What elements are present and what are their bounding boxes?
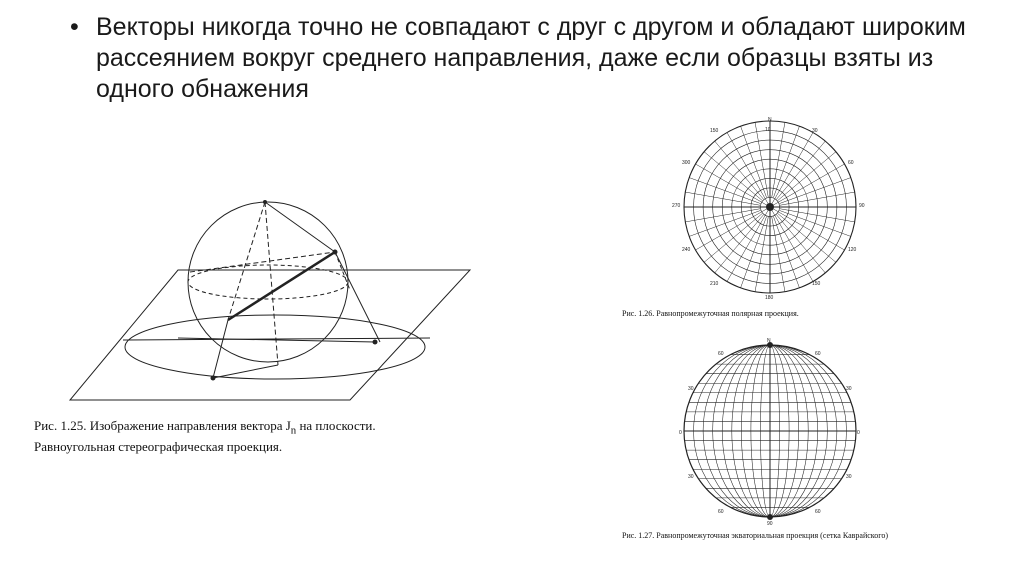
stereographic-sphere-diagram (50, 190, 490, 415)
polar-label: 270 (672, 203, 681, 209)
equatorial-label: 60 (815, 351, 821, 357)
equatorial-label: 90 (767, 521, 773, 527)
equatorial-label: 30 (846, 474, 852, 480)
polar-label: 150 (710, 128, 719, 134)
polar-label: 180 (765, 295, 774, 301)
sphere (188, 202, 348, 362)
caption-line-1-end: на плоскости. (296, 418, 376, 433)
equatorial-label: 30 (688, 474, 694, 480)
figure-1-25-caption (34, 418, 484, 454)
equatorial-label: 30 (846, 386, 852, 392)
equatorial-label: 30 (688, 386, 694, 392)
polar-label: 10 (765, 127, 771, 133)
projection-plane (70, 270, 470, 400)
polar-projection-net (670, 115, 870, 307)
polar-north-label: N (768, 117, 772, 123)
polar-label: 240 (682, 247, 691, 253)
caption-line-2: Равноугольная стереографическая проекция. (34, 438, 283, 454)
polar-label: 300 (682, 160, 691, 166)
caption-line-1: Рис. 1.25. Изображение направления вектора J (34, 418, 291, 433)
figure-1-26-caption: Рис. 1.26. Равнопромежуточная полярная проекция. (622, 309, 799, 318)
bullet-symbol: • (70, 13, 79, 41)
polar-label: 150 (812, 281, 821, 287)
polar-label: 210 (710, 281, 719, 287)
bullet-item (70, 12, 970, 105)
vector-subscript: n (290, 424, 297, 437)
equatorial-label: 60 (718, 351, 724, 357)
equatorial-label: 60 (718, 509, 724, 515)
equatorial-projection-net (670, 335, 870, 529)
equatorial-label: 60 (815, 509, 821, 515)
polar-label: 120 (848, 247, 857, 253)
equatorial-label: 0 (679, 430, 682, 436)
equatorial-north-label: N (767, 338, 771, 344)
polar-label: 90 (859, 203, 865, 209)
polar-label: 60 (848, 160, 854, 166)
equatorial-label: 0 (857, 430, 860, 436)
figure-1-27-caption: Рис. 1.27. Равнопромежуточная экваториальная проекция (сетка Каврайского) (622, 531, 889, 540)
polar-label: 30 (812, 128, 818, 134)
bullet-text: Векторы никогда точно не совпадают с друг с другом и обладают широким рассеянием вокруг среднего направления, даже если образцы взяты из одного обнажения (96, 13, 966, 103)
